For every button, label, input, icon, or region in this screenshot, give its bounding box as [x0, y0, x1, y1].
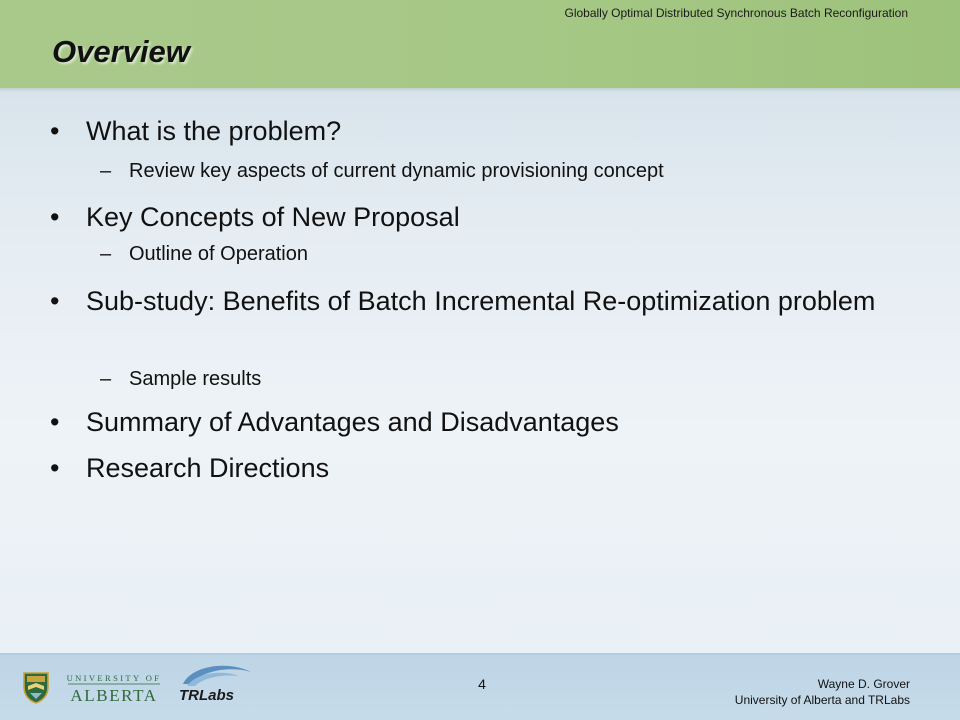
ua-logo-bottom-text: ALBERTA	[70, 686, 158, 704]
dash-marker: –	[100, 160, 112, 182]
bullet-marker: •	[50, 202, 60, 232]
bullet-text: Research Directions	[86, 453, 330, 483]
bullet-marker: •	[50, 407, 60, 437]
slide-title: Overview	[52, 34, 190, 69]
bullet-item	[50, 114, 910, 148]
header-shadow	[0, 88, 960, 92]
sub-bullet-text: Review key aspects of current dynamic provisioning concept	[129, 160, 664, 182]
bullet-item	[50, 284, 910, 318]
university-crest-icon	[22, 670, 50, 704]
trlabs-logo	[177, 662, 257, 704]
bullet-text: Sub-study: Benefits of Batch Incremental Re-optimization problem	[86, 286, 876, 316]
bullet-marker: •	[50, 453, 60, 483]
dash-marker: –	[100, 368, 112, 390]
trlabs-logo-text: TRLabs	[179, 687, 235, 704]
sub-bullet-text: Sample results	[129, 368, 262, 390]
bullet-text: Key Concepts of New Proposal	[86, 202, 460, 232]
sub-bullet-item	[100, 159, 900, 183]
sub-bullet-text: Outline of Operation	[129, 243, 308, 265]
author-name: Wayne D. Grover	[817, 677, 910, 691]
sub-bullet-item	[100, 242, 900, 266]
sub-bullet-item	[100, 367, 900, 391]
bullet-text: Summary of Advantages and Disadvantages	[86, 407, 619, 437]
bullet-item	[50, 200, 910, 234]
author-info	[735, 676, 910, 708]
running-title: Globally Optimal Distributed Synchronous Batch Reconfiguration	[564, 6, 908, 20]
bullet-marker: •	[50, 116, 60, 146]
page-number: 4	[478, 676, 486, 692]
bullet-text: What is the problem?	[86, 116, 342, 146]
dash-marker: –	[100, 243, 112, 265]
ua-logo-top-text: UNIVERSITY OF	[66, 673, 162, 683]
university-of-alberta-logo	[66, 670, 162, 704]
author-affiliation: University of Alberta and TRLabs	[734, 693, 910, 707]
bullet-item	[50, 451, 910, 485]
bullet-marker: •	[50, 286, 60, 316]
bullet-item	[50, 405, 910, 439]
